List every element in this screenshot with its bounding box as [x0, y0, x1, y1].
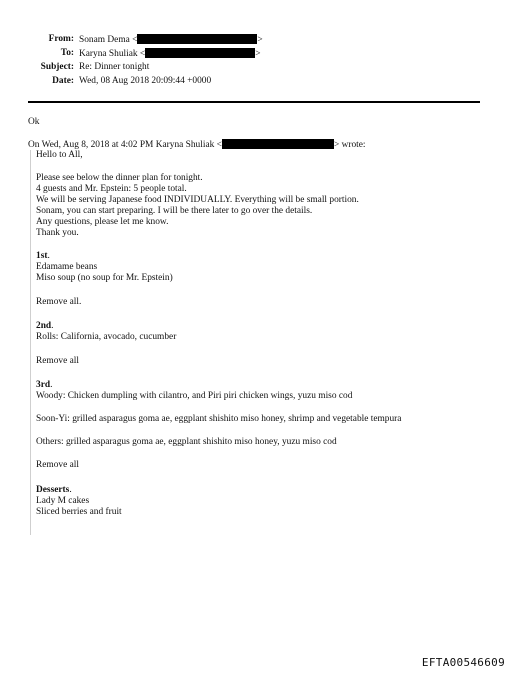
from-value[interactable]: Sonam Dema < > [79, 35, 263, 45]
reply-text: Ok [28, 117, 40, 127]
menu-item: Rolls: California, avocado, cucumber [36, 332, 177, 342]
menu-item: Sliced berries and fruit [36, 507, 122, 517]
menu-item: Edamame beans [36, 262, 98, 272]
to-label: To: [60, 48, 74, 58]
document-id-stamp: EFTA00546609 [421, 656, 505, 669]
date-value: Wed, 08 Aug 2018 20:09:44 +0000 [79, 76, 212, 86]
menu-item: Lady M cakes [36, 496, 90, 506]
quote-bar [30, 150, 31, 535]
menu-item: Miso soup (no soup for Mr. Epstein) [36, 273, 173, 283]
redacted-email [137, 34, 257, 44]
course-heading-1st: 1st. [36, 251, 50, 261]
quoted-intro-line: Thank you. [36, 228, 79, 238]
from-label: From: [48, 34, 74, 44]
subject-label: Subject: [40, 62, 74, 72]
redacted-email [222, 139, 334, 149]
menu-item-others: Others: grilled asparagus goma ae, eggplant shishito miso honey, yuzu miso cod [36, 437, 337, 447]
date-label: Date: [52, 76, 74, 86]
redacted-email [145, 48, 255, 58]
quoted-intro-line: Sonam, you can start preparing. I will be there later to go over the details. [36, 206, 313, 216]
course-heading-2nd: 2nd. [36, 321, 54, 331]
quoted-greeting: Hello to All, [36, 150, 83, 160]
quoted-intro-line: 4 guests and Mr. Epstein: 5 people total. [36, 184, 187, 194]
menu-item-soonyi: Soon-Yi: grilled asparagus goma ae, eggplant shishito miso honey, shrimp and vegetable tempura [36, 414, 402, 424]
remove-note: Remove all [36, 460, 79, 470]
quote-intro: On Wed, Aug 8, 2018 at 4:02 PM Karyna Shuliak < > wrote: [28, 140, 366, 150]
header-divider [28, 101, 480, 103]
menu-item-woody: Woody: Chicken dumpling with cilantro, and Piri piri chicken wings, yuzu miso cod [36, 391, 353, 401]
remove-note: Remove all. [36, 297, 82, 307]
subject-value: Re: Dinner tonight [79, 62, 150, 72]
remove-note: Remove all [36, 356, 79, 366]
to-value[interactable]: Karyna Shuliak < > [79, 49, 261, 59]
quoted-intro-line: Please see below the dinner plan for tonight. [36, 173, 203, 183]
course-heading-desserts: Desserts. [36, 485, 72, 495]
quoted-intro-line: We will be serving Japanese food INDIVIDUALLY. Everything will be small portion. [36, 195, 359, 205]
course-heading-3rd: 3rd. [36, 380, 53, 390]
quoted-intro-line: Any questions, please let me know. [36, 217, 169, 227]
